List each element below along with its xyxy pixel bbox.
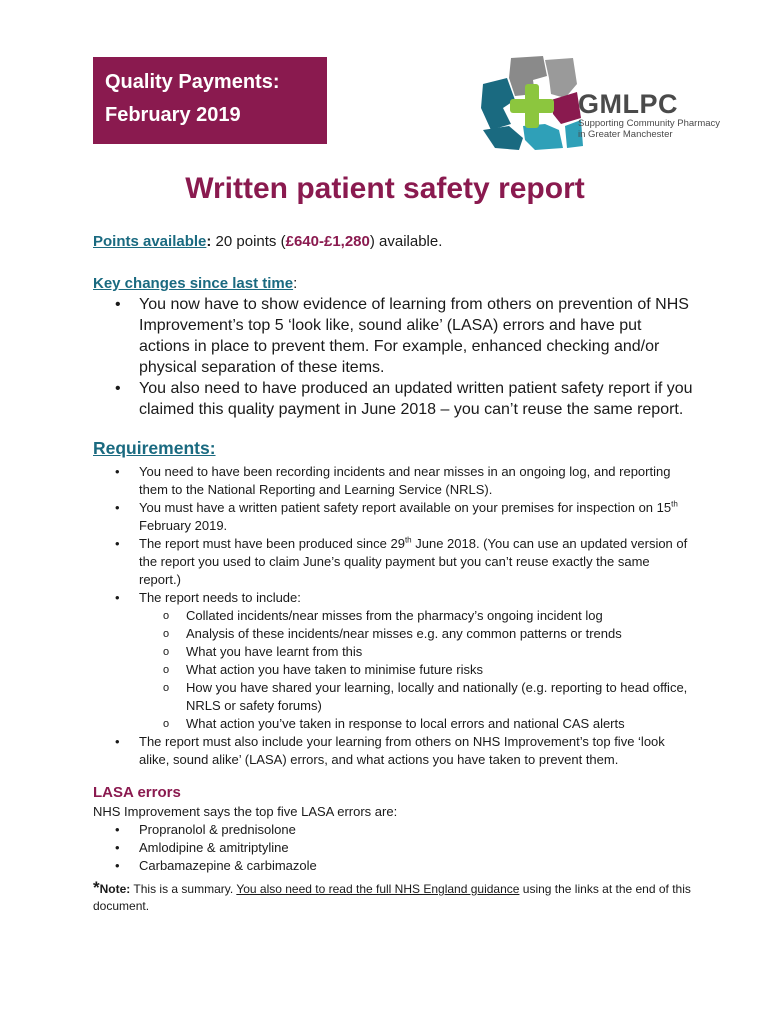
report-content-item: o How you have shared your learning, locally and nationally (e.g. reporting to head office, NRLS or safety forums): [139, 679, 693, 715]
logo-text: [578, 90, 720, 140]
requirement-item: [93, 499, 693, 535]
key-changes-list: [93, 294, 693, 420]
report-contents-list: [139, 607, 693, 733]
lasa-item: • Carbamazepine & carbimazole: [93, 857, 693, 875]
key-changes-colon: :: [293, 275, 298, 292]
requirement-item: • You need to have been recording incidents and near misses in an ongoing log, and reporting them to the National Reporting and Learning Service (NRLS).: [93, 463, 693, 499]
key-change-item: • You also need to have produced an updated written patient safety report if you claimed this quality payment in June 2018 – you can’t reuse the same report.: [93, 378, 693, 420]
summary-note: [93, 879, 693, 915]
logo-name: GMLPC: [578, 89, 678, 119]
lasa-heading: LASA errors: [93, 784, 181, 801]
requirement-text: The report must have been produced since 29: [139, 536, 405, 551]
logo-sub-line1: Supporting Community Pharmacy: [578, 118, 721, 129]
points-colon: :: [206, 233, 212, 250]
report-content-item: o What action you’ve taken in response to local errors and national CAS alerts: [139, 715, 693, 733]
note-asterisk: *: [93, 878, 100, 897]
requirement-text: The report needs to include:: [139, 590, 301, 605]
points-amount: £640-£1,280: [285, 233, 370, 250]
quality-payments-banner: [93, 57, 327, 144]
ordinal-suffix: th: [671, 499, 678, 509]
lasa-item: • Amlodipine & amitriptyline: [93, 839, 693, 857]
requirement-item: [93, 535, 693, 589]
document-title: Written patient safety report: [185, 172, 585, 205]
requirement-text: June 2018. (You can use an updated version of the report you used to claim June’s quality payment but you can’t reuse exactly the same report.): [139, 536, 688, 587]
requirements-label: Requirements:: [93, 438, 216, 458]
nhs-guidance-link[interactable]: You also need to read the full NHS England guidance: [236, 882, 520, 896]
lasa-item: • Propranolol & prednisolone: [93, 821, 693, 839]
points-available: [93, 232, 693, 252]
ordinal-suffix: th: [404, 535, 412, 545]
report-content-item: o What action you have taken to minimise future risks: [139, 661, 693, 679]
key-change-item: • You now have to show evidence of learning from others on prevention of NHS Improvement’s top 5 ‘look like, sound alike’ (LASA) errors and have put actions in place to prevent them. For example, enhanced checking and/or physical separation of these items.: [93, 294, 693, 378]
report-content-item: o What you have learnt from this: [139, 643, 693, 661]
requirements-heading: [93, 437, 693, 459]
points-text-after: ) available.: [369, 233, 443, 250]
banner-title-line2: February 2019: [105, 104, 241, 126]
lasa-list: [93, 821, 693, 875]
logo-sub-line2: in Greater Manchester: [578, 129, 673, 140]
note-text: using the links at the end of this document.: [93, 882, 691, 913]
document-body: [93, 232, 693, 915]
lasa-intro: NHS Improvement says the top five LASA errors are:: [93, 804, 398, 819]
requirement-text: February 2019.: [139, 518, 228, 533]
key-changes-heading: [93, 274, 693, 294]
requirement-item: • The report must also include your learning from others on NHS Improvement’s top five ‘look alike, sound alike’ (LASA) errors, and what actions you have taken to prevent them.: [93, 733, 693, 769]
requirement-item: [93, 589, 693, 733]
note-label: Note:: [99, 882, 131, 896]
requirements-list: [93, 463, 693, 769]
banner-title-line1: Quality Payments:: [105, 71, 280, 93]
note-text: This is a summary.: [130, 882, 237, 896]
report-content-item: o Collated incidents/near misses from the pharmacy’s ongoing incident log: [139, 607, 693, 625]
points-text-before: 20 points (: [211, 233, 286, 250]
report-content-item: o Analysis of these incidents/near misses e.g. any common patterns or trends: [139, 625, 693, 643]
requirement-text: You must have a written patient safety report available on your premises for inspection on 15: [139, 500, 672, 515]
points-label: Points available: [93, 233, 207, 250]
key-changes-label: Key changes since last time: [93, 275, 294, 292]
